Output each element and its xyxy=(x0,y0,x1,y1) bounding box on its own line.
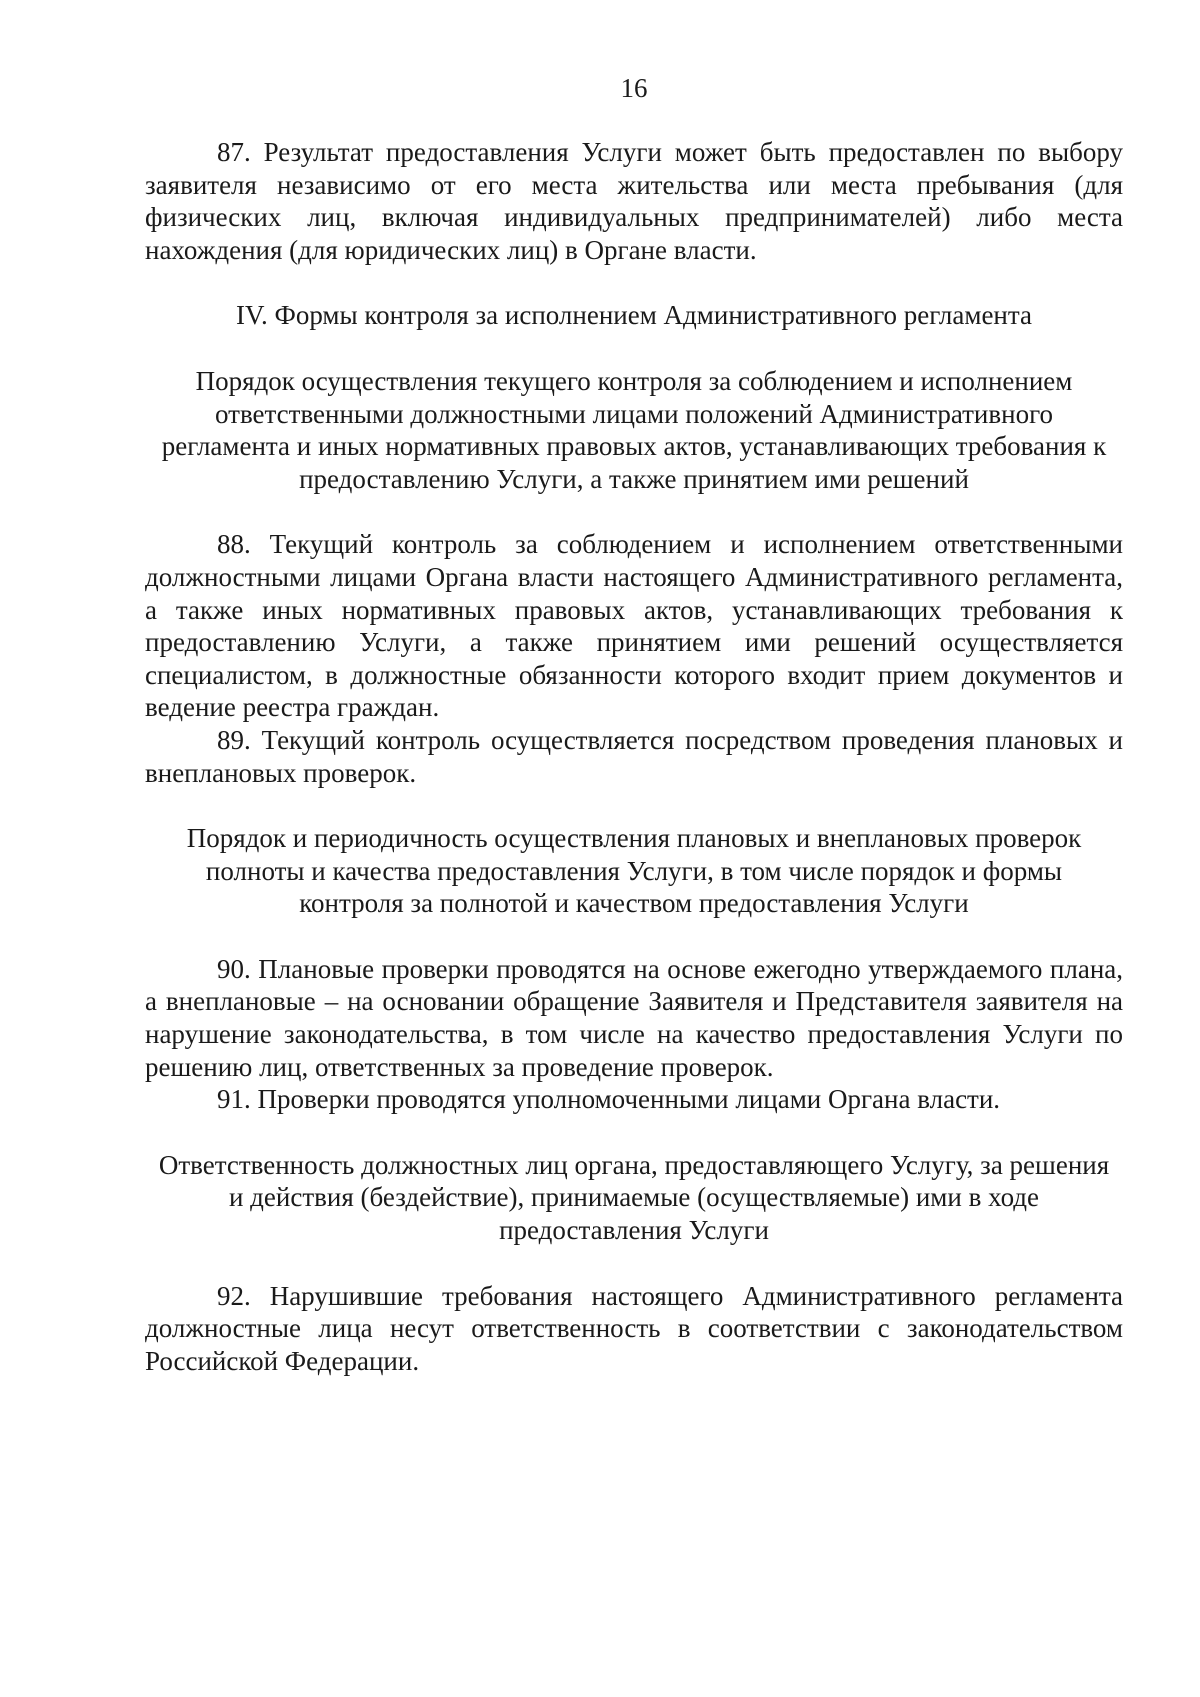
paragraph-89: 89. Текущий контроль осуществляется посредством проведения плановых и внеплановых проверок. xyxy=(145,724,1123,788)
paragraph-91: 91. Проверки проводятся уполномоченными лицами Органа власти. xyxy=(217,1084,1001,1115)
subsection-heading-current-control: Порядок осуществления текущего контроля за соблюдением и исполнением ответственными должностными лицами положений Административного регламента и иных нормативных правовых актов, устанавливающих требования к предоставлению Услуги, а также принятием ими решений xyxy=(161,365,1107,494)
section-heading-iv: IV. Формы контроля за исполнением Административного регламента xyxy=(235,300,1032,331)
paragraph-88: 88. Текущий контроль за соблюдением и исполнением ответственными должностными лицами Органа власти настоящего Административного регламента, а также иных нормативных правовых актов, устанавливающих требования к предоставлению Услуги, а также принятием ими решений осуществляется специалистом, в должностные обязанности которого входит прием документов и ведение реестра граждан. xyxy=(145,529,1123,723)
page-number: 16 xyxy=(620,73,648,103)
paragraph-87: 87. Результат предоставления Услуги может быть предоставлен по выбору заявителя независимо от его места жительства или места пребывания (для физических лиц, включая индивидуальных предпринимателей) либо места нахождения (для юридических лиц) в Органе власти. xyxy=(145,137,1123,265)
document-body xyxy=(145,136,1123,1377)
subsection-heading-responsibility: Ответственность должностных лиц органа, предоставляющего Услугу, за решения и действия (бездействие), принимаемые (осуществляемые) ими в ходе предоставления Услуги xyxy=(158,1149,1110,1246)
paragraph-92: 92. Нарушившие требования настоящего Административного регламента должностные лица несут ответственность в соответствии с законодательством Российской Федерации. xyxy=(145,1280,1123,1376)
subsection-heading-inspections: Порядок и периодичность осуществления плановых и внеплановых проверок полноты и качества предоставления Услуги, в том числе порядок и формы контроля за полнотой и качеством предоставления Услуги xyxy=(186,823,1082,919)
paragraph-90: 90. Плановые проверки проводятся на основе ежегодно утверждаемого плана, а внеплановые – на основании обращение Заявителя и Представителя заявителя на нарушение законодательства, в том числе на качество предоставления Услуги по решению лиц, ответственных за проведение проверок. xyxy=(145,953,1123,1082)
